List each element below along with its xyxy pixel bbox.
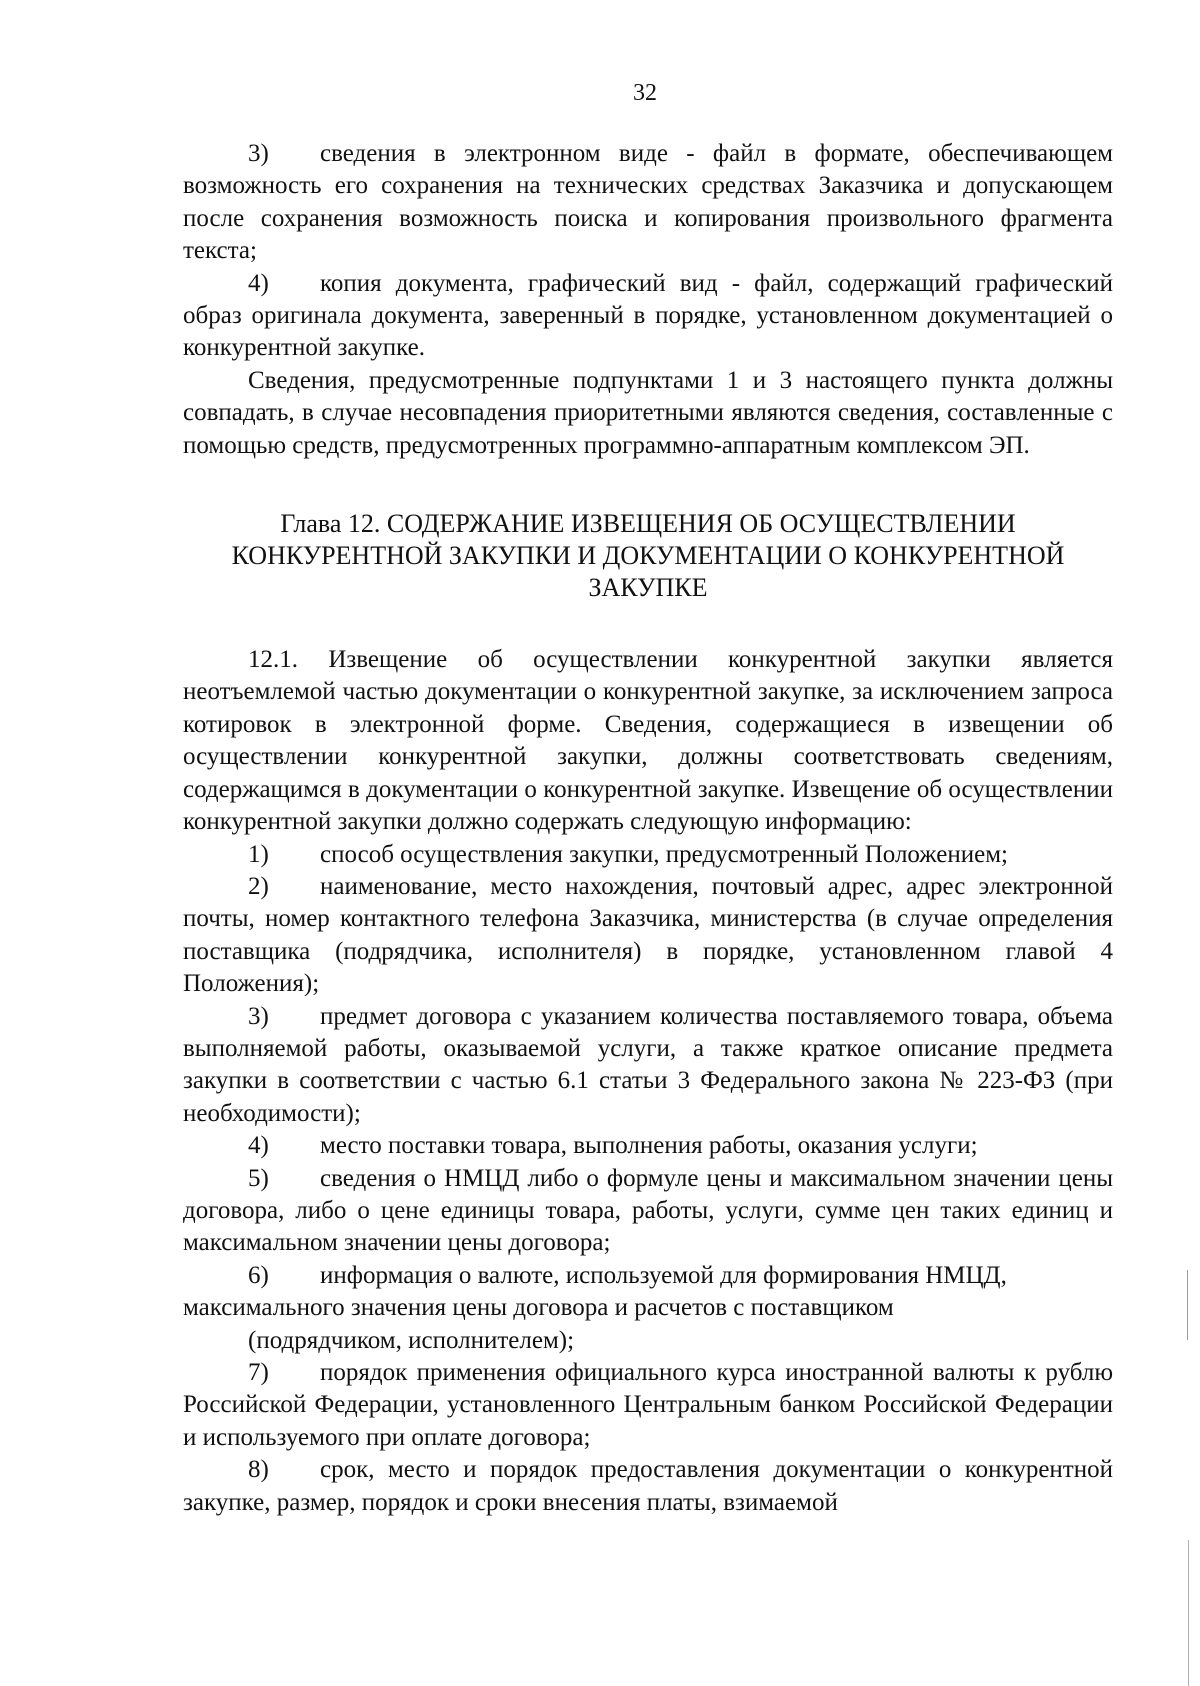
item-text: копия документа, графический вид - файл, содержащий графический образ оригинала документа, заверенный в порядке, установленном документацией о конкурентной закупке.: [183, 269, 1113, 362]
list-item: [183, 1357, 1113, 1454]
item-text: порядок применения официального курса иностранной валюты к рублю Российской Федерации, установленного Центральным банком Российской Федерации и используемого при оплате договора;: [183, 1359, 1113, 1451]
item-number: 4): [248, 269, 269, 297]
clause-12-1: 12.1. Извещение об осуществлении конкурентной закупки является неотъемлемой частью документации о конкурентной закупке, за исключением запроса котировок в электронной форме. Сведения, содержащиеся в извещении об осуществлении конкурентной закупки, должны соответствовать сведениям, содержащимся в документации о конкурентной закупке. Извещение об осуществлении конкурентной закупки должно содержать следующую информацию:: [183, 646, 1113, 836]
item-number: 3): [248, 1002, 269, 1030]
item-number: 8): [248, 1456, 269, 1484]
item-text: сведения в электронном виде - файл в формате, обеспечивающем возможность его сохранения на технических средствах Заказчика и допускающем после сохранения возможность поиска и копирования произвольного фрагмента текста;: [183, 140, 1113, 265]
chapter-heading-line-2: КОНКУРЕНТНОЙ ЗАКУПКИ И ДОКУМЕНТАЦИИ О КОНКУРЕНТНОЙ: [231, 541, 1065, 571]
intro-item-4: [183, 268, 1113, 365]
list-item: [183, 1001, 1113, 1131]
item-text: способ осуществления закупки, предусмотренный Положением;: [320, 840, 1008, 868]
list-item: [183, 871, 1113, 1001]
page-content: [183, 138, 1113, 1519]
item-number: 4): [248, 1132, 269, 1160]
item-text: место поставки товара, выполнения работы, оказания услуги;: [320, 1132, 978, 1160]
item-number: 2): [248, 872, 269, 900]
list-item: [183, 839, 1113, 871]
list-item: [183, 1130, 1113, 1162]
list-item: [183, 1454, 1113, 1519]
item-text: наименование, место нахождения, почтовый адрес, адрес электронной почты, номер контактного телефона Заказчика, министерства (в случае определения поставщика (подрядчика, исполнителя) в порядке, установленном главой 4 Положения);: [183, 872, 1113, 998]
item-text: предмет договора с указанием количества поставляемого товара, объема выполняемой работы, оказываемой услуги, а также краткое описание предмета закупки в соответствии с частью 6.1 статьи 3 Федерального закона № 223-ФЗ (при необходимости);: [183, 1002, 1113, 1127]
item-6-continuation: (подрядчиком, исполнителем);: [248, 1326, 575, 1354]
intro-paragraph: Сведения, предусмотренные подпунктами 1 и 3 настоящего пункта должны совпадать, в случае несовпадения приоритетными являются сведения, составленные с помощью средств, предусмотренных программно-аппаратным комплексом ЭП.: [183, 366, 1113, 459]
intro-item-3: [183, 138, 1113, 268]
item-number: 5): [248, 1164, 269, 1192]
chapter-heading-line-3: ЗАКУПКЕ: [588, 573, 708, 603]
scan-artifact: [1188, 1540, 1189, 1686]
page-number: 32: [633, 80, 657, 106]
item-number: 1): [248, 840, 269, 868]
chapter-heading: [183, 508, 1113, 604]
scan-artifact: [1187, 1270, 1188, 1340]
item-text: срок, место и порядок предоставления документации о конкурентной закупке, размер, порядок и сроки внесения платы, взимаемой: [183, 1456, 1113, 1516]
list-item: [183, 1163, 1113, 1260]
chapter-heading-line-1: Глава 12. СОДЕРЖАНИЕ ИЗВЕЩЕНИЯ ОБ ОСУЩЕСТВЛЕНИИ: [280, 509, 1016, 539]
item-number: 6): [248, 1261, 269, 1289]
item-number: 7): [248, 1359, 269, 1386]
list-item: [183, 1260, 1113, 1325]
item-number: 3): [248, 140, 269, 167]
item-text: сведения о НМЦД либо о формуле цены и максимальном значении цены договора, либо о цене единицы товара, работы, услуги, сумме цен таких единиц и максимальном значении цены договора;: [183, 1164, 1113, 1257]
item-text: информация о валюте, используемой для формирования НМЦД, максимального значения цены договора и расчетов с поставщиком: [183, 1261, 1007, 1322]
